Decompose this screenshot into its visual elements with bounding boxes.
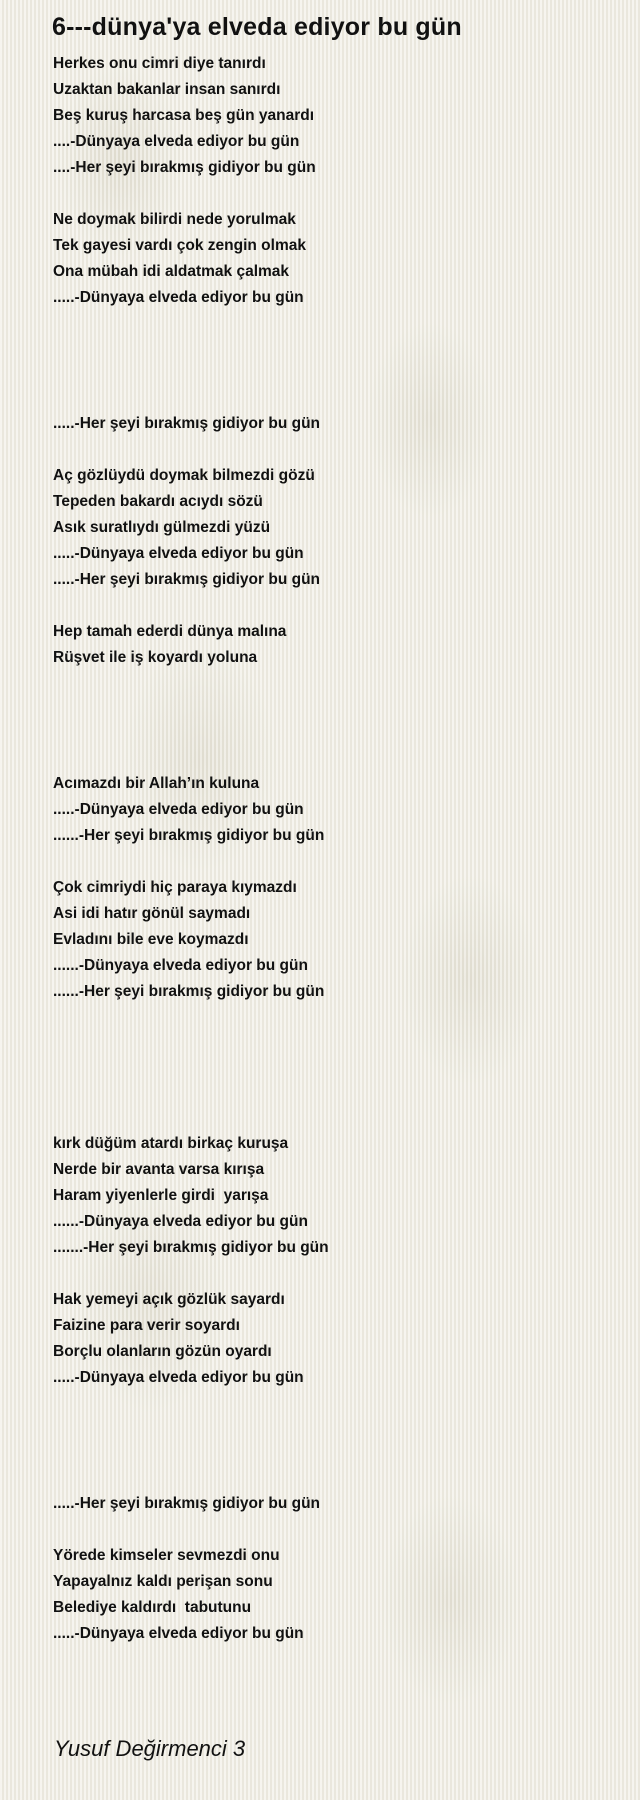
poem-line: Hep tamah ederdi dünya malına bbox=[53, 623, 287, 640]
poem-line: .....-Dünyaya elveda ediyor bu gün bbox=[53, 1625, 304, 1642]
poem-line: ......-Her şeyi bırakmış gidiyor bu gün bbox=[53, 827, 325, 844]
author-name: Yusuf Değirmenci 3 bbox=[54, 1736, 246, 1761]
poem-line: .......-Her şeyi bırakmış gidiyor bu gün bbox=[53, 1239, 329, 1256]
poem-line: Aç gözlüydü doymak bilmezdi gözü bbox=[53, 467, 315, 484]
poem-line: .....-Her şeyi bırakmış gidiyor bu gün bbox=[53, 415, 321, 432]
poem-line: ....-Her şeyi bırakmış gidiyor bu gün bbox=[53, 159, 316, 176]
poem-line: Tepeden bakardı acıydı sözü bbox=[53, 493, 263, 510]
stanza-gap bbox=[53, 849, 613, 875]
poem-line: ......-Her şeyi bırakmış gidiyor bu gün bbox=[53, 983, 325, 1000]
poem-line: Asi idi hatır gönül saymadı bbox=[53, 905, 251, 922]
poem-line: Evladını bile eve koymazdı bbox=[53, 931, 249, 948]
poem-title: 6---dünya'ya elveda ediyor bu gün bbox=[52, 13, 462, 41]
poem-line: Çok cimriydi hiç paraya kıymazdı bbox=[53, 879, 297, 896]
poem-line: Beş kuruş harcasa beş gün yanardı bbox=[53, 107, 315, 124]
stanza-gap bbox=[53, 1261, 613, 1287]
poem-line: Rüşvet ile iş koyardı yoluna bbox=[53, 649, 258, 666]
poem-line: Faizine para verir soyardı bbox=[53, 1317, 240, 1334]
poem-line: Borçlu olanların gözün oyardı bbox=[53, 1343, 272, 1360]
poem-body bbox=[53, 51, 613, 1647]
poem-line: .....-Her şeyi bırakmış gidiyor bu gün bbox=[53, 571, 321, 588]
stanza-gap bbox=[53, 181, 613, 207]
poem-line: .....-Dünyaya elveda ediyor bu gün bbox=[53, 545, 304, 562]
poem-line: Yapayalnız kaldı perişan sonu bbox=[53, 1573, 273, 1590]
poem-line: .....-Her şeyi bırakmış gidiyor bu gün bbox=[53, 1495, 321, 1512]
stanza-gap bbox=[53, 311, 613, 411]
poem-line: .....-Dünyaya elveda ediyor bu gün bbox=[53, 1369, 304, 1386]
stanza-gap bbox=[53, 1391, 613, 1491]
poem-line: Acımazdı bir Allah’ın kuluna bbox=[53, 775, 260, 792]
poem-line: ......-Dünyaya elveda ediyor bu gün bbox=[53, 1213, 308, 1230]
poem-line: .....-Dünyaya elveda ediyor bu gün bbox=[53, 801, 304, 818]
poem-line: Tek gayesi vardı çok zengin olmak bbox=[53, 237, 306, 254]
poem-line: Asık suratlıydı gülmezdi yüzü bbox=[53, 519, 271, 536]
poem-line: Herkes onu cimri diye tanırdı bbox=[53, 55, 266, 72]
stanza-gap bbox=[53, 593, 613, 619]
poem-line: Ne doymak bilirdi nede yorulmak bbox=[53, 211, 296, 228]
poem-line: ......-Dünyaya elveda ediyor bu gün bbox=[53, 957, 308, 974]
poem-line: .....-Dünyaya elveda ediyor bu gün bbox=[53, 289, 304, 306]
poem-line: ....-Dünyaya elveda ediyor bu gün bbox=[53, 133, 300, 150]
poem-line: Belediye kaldırdı tabutunu bbox=[53, 1599, 252, 1616]
poem-line: Hak yemeyi açık gözlük sayardı bbox=[53, 1291, 285, 1308]
stanza-gap bbox=[53, 437, 613, 463]
stanza-gap bbox=[53, 671, 613, 771]
poem-line: Uzaktan bakanlar insan sanırdı bbox=[53, 81, 281, 98]
poem-line: Ona mübah idi aldatmak çalmak bbox=[53, 263, 290, 280]
poem-line: Nerde bir avanta varsa kırışa bbox=[53, 1161, 265, 1178]
stanza-gap bbox=[53, 1517, 613, 1543]
poem-line: Haram yiyenlerle girdi yarışa bbox=[53, 1187, 269, 1204]
poem-line: Yörede kimseler sevmezdi onu bbox=[53, 1547, 280, 1564]
stanza-gap bbox=[53, 1005, 613, 1131]
poem-line: kırk düğüm atardı birkaç kuruşa bbox=[53, 1135, 289, 1152]
